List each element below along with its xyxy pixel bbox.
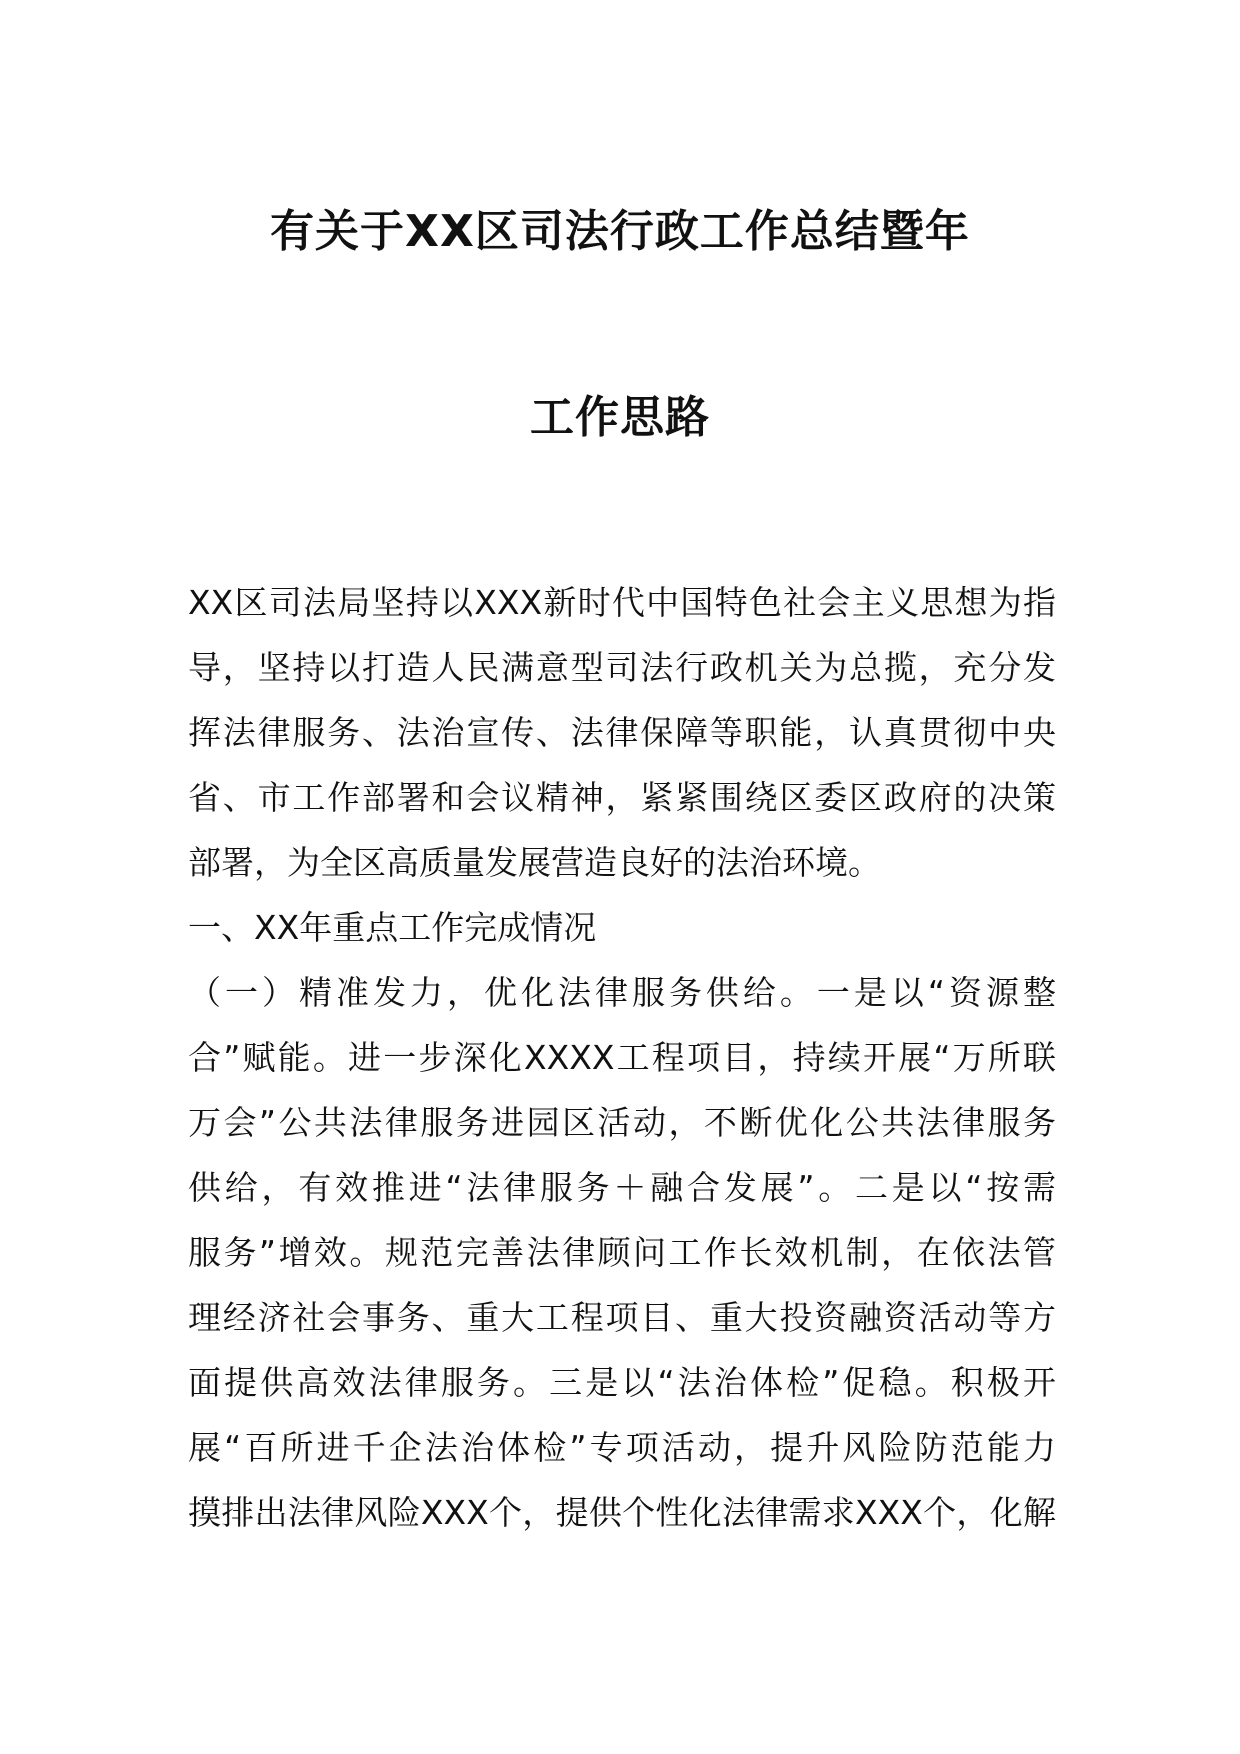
section-heading: 一、XX年重点工作完成情况	[188, 908, 597, 947]
body-line: （一）精准发力，优化法律服务供给。一是以“资源整	[188, 973, 1056, 1012]
body-line: 合”赋能。进一步深化XXXX工程项目，持续开展“万所联	[188, 1038, 1056, 1077]
body-line: XX区司法局坚持以XXX新时代中国特色社会主义思想为指	[188, 583, 1056, 622]
body-line: 供给，有效推进“法律服务＋融合发展”。二是以“按需	[188, 1168, 1056, 1207]
document-body	[188, 570, 1056, 1545]
document-title-line-2: 工作思路	[530, 392, 710, 443]
body-line: 万会”公共法律服务进园区活动，不断优化公共法律服务	[188, 1103, 1056, 1142]
body-line: 服务”增效。规范完善法律顾问工作长效机制，在依法管	[188, 1233, 1056, 1272]
body-line: 摸排出法律风险XXX个，提供个性化法律需求XXX个，化解	[188, 1493, 1056, 1532]
body-line: 导，坚持以打造人民满意型司法行政机关为总揽，充分发	[188, 648, 1056, 687]
body-line: 部署，为全区高质量发展营造良好的法治环境。	[188, 843, 881, 882]
body-line: 理经济社会事务、重大工程项目、重大投资融资活动等方	[188, 1298, 1056, 1337]
document-title-line-1: 有关于XX区司法行政工作总结暨年	[270, 206, 970, 257]
body-line: 挥法律服务、法治宣传、法律保障等职能，认真贯彻中央	[188, 713, 1056, 752]
body-line: 面提供高效法律服务。三是以“法治体检”促稳。积极开	[188, 1363, 1056, 1402]
body-line: 展“百所进千企法治体检”专项活动，提升风险防范能力	[188, 1428, 1056, 1467]
body-line: 省、市工作部署和会议精神，紧紧围绕区委区政府的决策	[188, 778, 1056, 817]
